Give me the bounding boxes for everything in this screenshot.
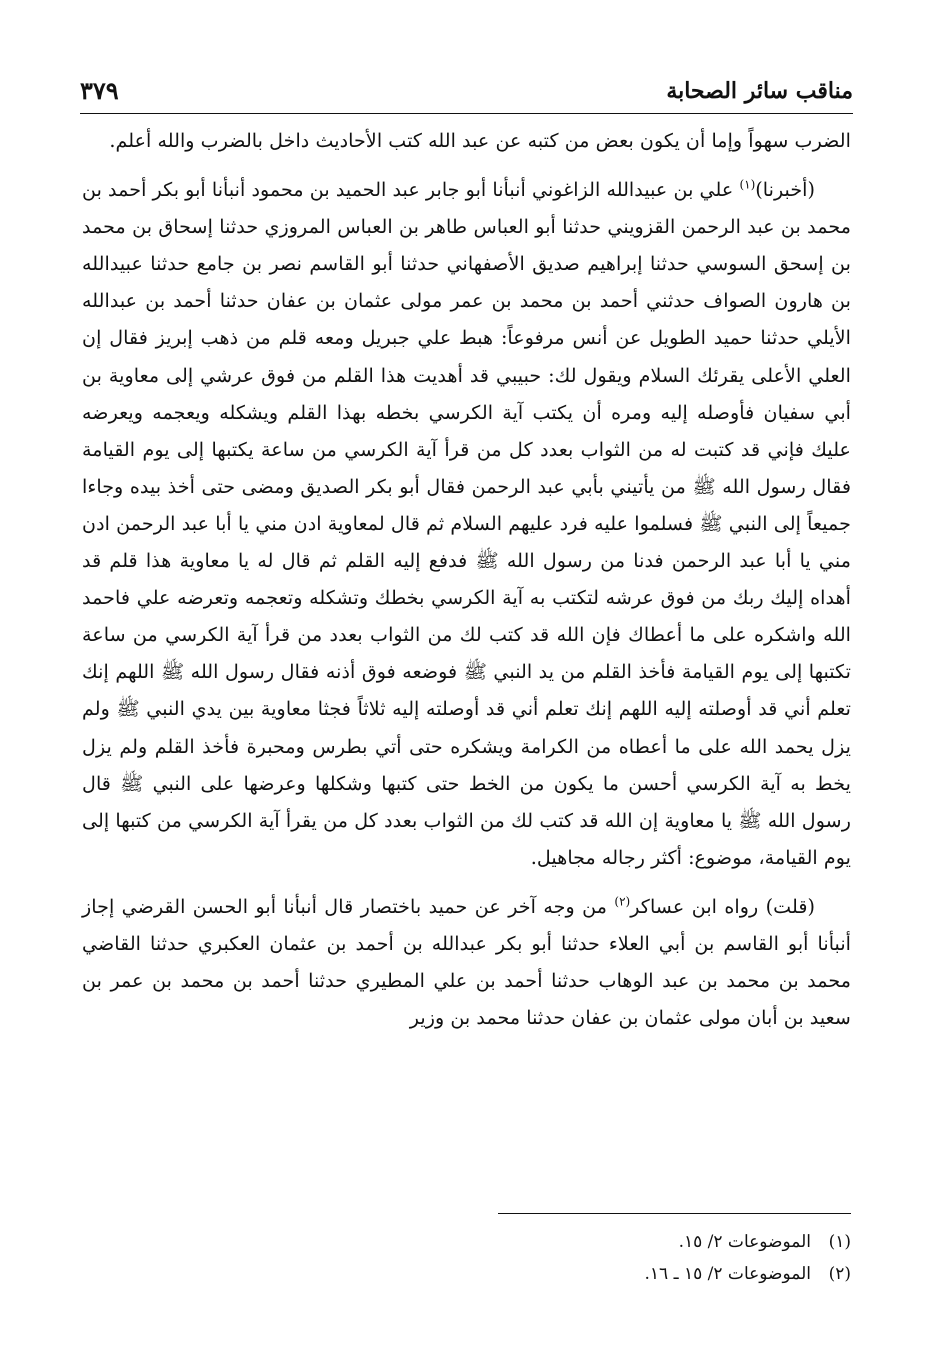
paragraph-text: رواه ابن عساكر <box>630 894 766 918</box>
footnote-number: (١) <box>828 1232 851 1252</box>
footnote-number: (٢) <box>828 1264 851 1284</box>
header-divider <box>80 113 853 114</box>
paragraph-text: علي بن عبيدالله الزاغوني أنبأنا أبو جابر عبد الحميد بن محمود أنبأنا أبو بكر أحمد بن محمد بن عبد الرحمن القزويني حدثنا أبو العباس طاهر بن العباس المروزي حدثنا إسحاق بن محمد بن إسحق السوسي حدثنا إبراهيم صديق الأصفهاني حدثنا أبو القاسم نصر بن جامع حدثنا عبيدالله بن هارون الصواف حدثني أحمد بن محمد بن عمر مولى عثمان بن عفان حدثنا أحمد بن عبدالله الأيلي حدثنا حميد الطويل عن أنس مرفوعاً: هبط علي جبريل ومعه قلم من ذهب إبريز فقال إن العلي الأعلى يقرئك السلام ويقول لك: حبيبي قد أهديت هذا القلم من فوق عرشي إلى معاوية بن أبي سفيان فأوصله إليه ومره أن يكتب آية الكرسي بخطه بهذا القلم ويشكله ويعجمه ويعرضه عليك فإني قد كتبت له من الثواب بعدد كل من قرأ آية الكرسي من ساعة يكتبها إلى يوم القيامة فقال رسول الله ﷺ من يأتيني بأبي عبد الرحمن فقال أبو بكر الصديق ومضى حتى أخذ بيده وجاءا جميعاً إلى النبي ﷺ فسلموا عليه فرد عليهم السلام ثم قال لمعاوية ادن مني يا أبا عبد الرحمن ادن مني يا أبا عبد الرحمن فدنا من رسول الله ﷺ فدفع إليه القلم ثم قال له يا معاوية هذا قلم قد أهداه إليك ربك من فوق عرشه لتكتب به آية الكرسي بخطك وتشكله وتعجمه وتعرضه علي فاحمد الله واشكره على ما أعطاك فإن الله قد كتب لك من الثواب بعدد من قرأ آية الكرسي من ساعة تكتبها إلى يوم القيامة فأخذ القلم من يد النبي ﷺ فوضعه فوق أذنه فقال رسول الله ﷺ اللهم إنك تعلم أني قد أوصلته إليه اللهم إنك تعلم أني قد أوصلته إليه ثلاثاً فجثا معاوية بين يدي النبي ﷺ ولم يزل يحمد الله على ما أعطاه من الكرامة ويشكره حتى أتي بطرس ومحبرة فأخذ القلم ولم يزل يخط به آية الكرسي أحسن ما يكون من الخط حتى كتبها وشكلها وعرضها على النبي ﷺ قال رسول الله ﷺ يا معاوية إن الله قد كتب لك من الثواب بعدد كل من يقرأ آية الكرسي من كتبها إلى يوم القيامة، موضوع: أكثر رجاله مجاهيل. <box>82 178 851 869</box>
footnote-ref-2: (٢) <box>614 894 631 909</box>
footnotes <box>82 1226 851 1290</box>
paragraph-text-continued: من وجه آخر عن حميد باختصار قال أنبأنا أبو الحسن القرضي إجاز أنبأنا أبو القاسم بن أبي العلاء حدثنا أبو بكر عبدالله بن أحمد بن عثمان العكبري حدثنا القاضي محمد بن محمد بن عبد الوهاب حدثنا أحمد بن علي المطيري حدثنا أحمد بن محمد بن عمر بن سعيد بن أبان مولى عثمان بن عفان حدثنا محمد بن وزير <box>82 894 851 1030</box>
chapter-title: مناقب سائر الصحابة <box>666 78 853 104</box>
footnote-2 <box>82 1258 851 1290</box>
paragraph-lead: (أخبرنا) <box>755 178 815 202</box>
footnote-text: الموضوعات ٢/ ١٥ ـ ١٦. <box>644 1264 811 1284</box>
running-header <box>80 72 853 112</box>
footnote-ref-1: (١) <box>739 177 756 192</box>
paragraph-3 <box>82 888 851 1036</box>
main-text <box>82 122 851 1036</box>
paragraph-text: الضرب سهواً وإما أن يكون بعض من كتبه عن عبد الله كتب الأحاديث داخل بالضرب والله أعلم. <box>109 129 851 152</box>
paragraph-1 <box>82 122 851 159</box>
footnote-text: الموضوعات ٢/ ١٥. <box>678 1232 811 1252</box>
footnote-1 <box>82 1226 851 1258</box>
paragraph-lead: (قلت) <box>765 894 816 918</box>
footnote-divider <box>498 1213 851 1214</box>
paragraph-2 <box>82 171 851 876</box>
page-number: ٣٧٩ <box>80 76 119 105</box>
